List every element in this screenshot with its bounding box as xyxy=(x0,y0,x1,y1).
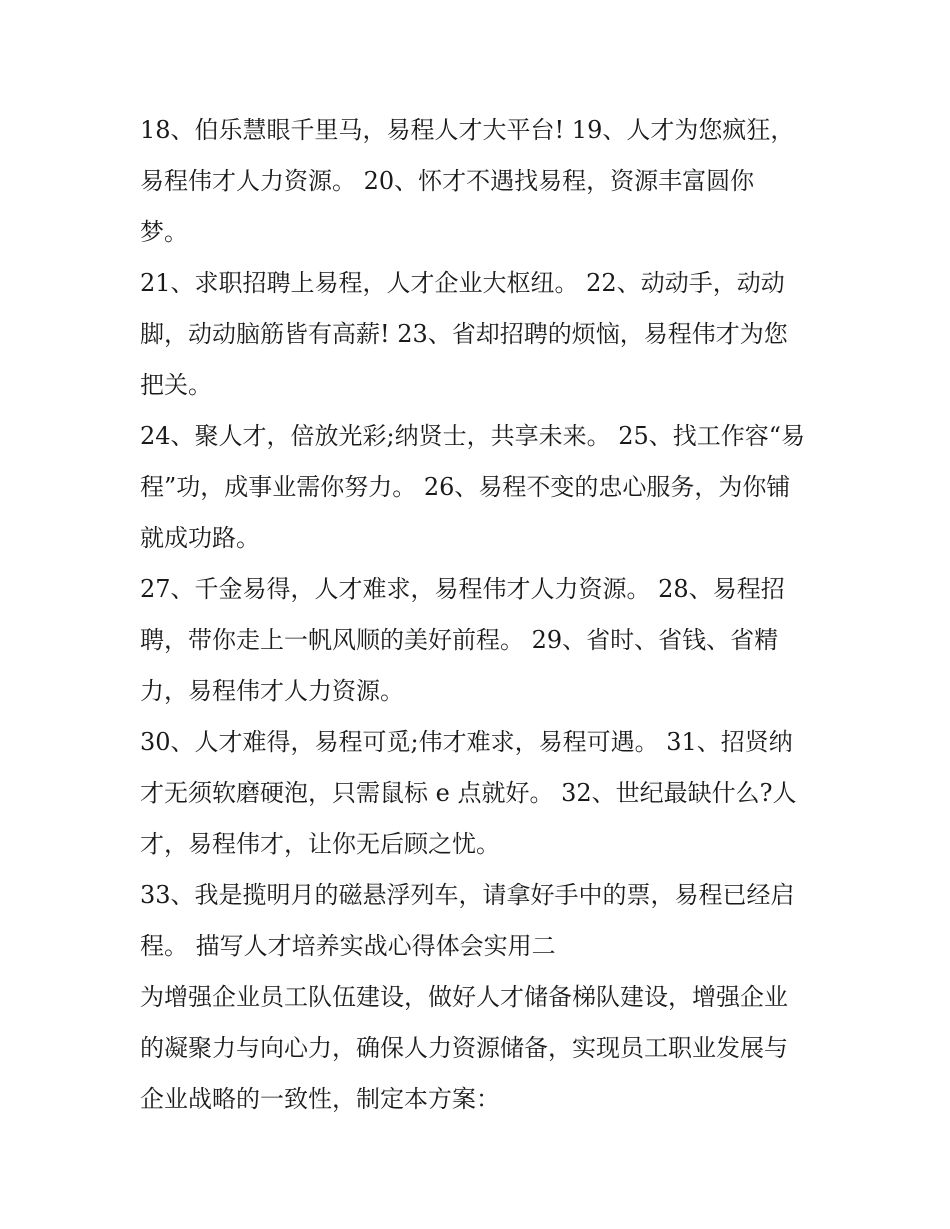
text-line: 聘，带你走上一帆风顺的美好前程。 29、省时、省钱、省精 xyxy=(140,626,779,654)
text-line: 才无须软磨硬泡，只需鼠标 e 点就好。 32、世纪最缺什么?人 xyxy=(140,779,797,807)
text-line: 33、我是揽明月的磁悬浮列车，请拿好手中的票，易程已经启 xyxy=(140,881,795,909)
text-line: 程”功，成事业需你努力。 26、易程不变的忠心服务，为你铺 xyxy=(140,473,791,501)
text-line: 21、求职招聘上易程，人才企业大枢纽。 22、动动手，动动 xyxy=(140,269,785,297)
text-line: 24、聚人才，倍放光彩;纳贤士，共享未来。 25、找工作容“易 xyxy=(140,422,806,450)
text-line: 30、人才难得，易程可觅;伟才难求，易程可遇。 31、招贤纳 xyxy=(140,728,793,756)
text-line: 为增强企业员工队伍建设，做好人才储备梯队建设，增强企业 xyxy=(140,983,788,1011)
text-line: 脚，动动脑筋皆有高薪! 23、省却招聘的烦恼，易程伟才为您 xyxy=(140,320,788,348)
text-line: 企业战略的一致性，制定本方案： xyxy=(140,1085,500,1113)
text-line: 程。 描写人才培养实战心得体会实用二 xyxy=(140,932,556,960)
text-line: 易程伟才人力资源。 20、怀才不遇找易程，资源丰富圆你 xyxy=(140,167,755,195)
text-line: 18、伯乐慧眼千里马，易程人才大平台! 19、人才为您疯狂， xyxy=(140,116,795,144)
text-line: 把关。 xyxy=(140,371,212,399)
text-line: 才，易程伟才，让你无后顾之忧。 xyxy=(140,830,500,858)
text-line: 力，易程伟才人力资源。 xyxy=(140,677,404,705)
text-line: 梦。 xyxy=(140,218,188,246)
document-body xyxy=(140,105,820,1125)
text-line: 的凝聚力与向心力，确保人力资源储备，实现员工职业发展与 xyxy=(140,1034,788,1062)
text-line: 27、千金易得，人才难求，易程伟才人力资源。 28、易程招 xyxy=(140,575,785,603)
text-line: 就成功路。 xyxy=(140,524,260,552)
